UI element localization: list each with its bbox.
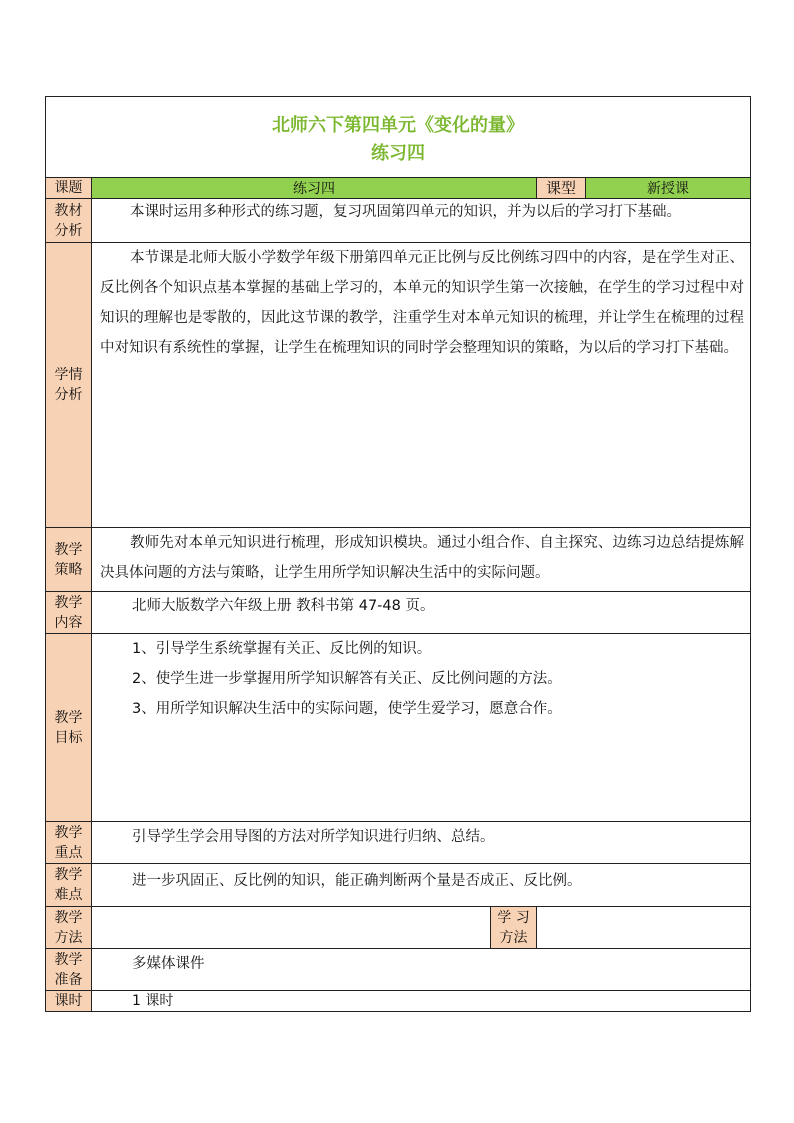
textbook-analysis-text: 本课时运用多种形式的练习题，复习巩固第四单元的知识，并为以后的学习打下基础。: [130, 204, 681, 220]
content-label: 教学 内容: [46, 592, 92, 634]
learning-analysis-text: 本节课是北师大版小学数学年级下册第四单元正比例与反比例练习四中的内容，是在学生对正、反比例各个知识点基本掌握的基础上学习的，本单元的知识学生第一次接触，在学生的学习过程中对知识的理解也是零散的，因此这节课的教学，注重学生对本单元知识的梳理，并让学生在梳理的过程中对知识有系统性的掌握，让学生在梳理知识的同时学会整理知识的策略，为以后的学习打下基础。: [100, 250, 745, 356]
title-row: [46, 97, 751, 178]
difficulties-row: [46, 864, 751, 907]
textbook-analysis-cell: [92, 199, 751, 243]
difficulties-label: 教学 难点: [46, 864, 92, 907]
strategy-label: 教学 策略: [46, 528, 92, 592]
learning-analysis-row: [46, 243, 751, 528]
difficulties-text: 进一步巩固正、反比例的知识，能正确判断两个量是否成正、反比例。: [132, 873, 582, 889]
document-title: 北师六下第四单元《变化的量》: [272, 115, 525, 136]
textbook-analysis-row: [46, 199, 751, 243]
goals-label: 教学 目标: [46, 634, 92, 822]
content-row: [46, 592, 751, 634]
key-points-label: 教学 重点: [46, 822, 92, 864]
topic-row: [46, 178, 751, 199]
goal-item: 1、引导学生系统掌握有关正、反比例的知识。: [132, 641, 432, 657]
strategy-text: 教师先对本单元知识进行梳理，形成知识模块。通过小组合作、自主探究、边练习边总结提炼解决具体问题的方法与策略，让学生用所学知识解决生活中的实际问题。: [100, 535, 745, 581]
topic-value: 练习四: [92, 178, 537, 199]
document-subtitle: 练习四: [371, 143, 426, 164]
hours-row: [46, 991, 751, 1012]
content-text: 北师大版数学六年级上册 教科书第 47-48 页。: [132, 598, 435, 614]
study-method-label: 学 习 方法: [491, 907, 537, 949]
hours-text: 1 课时: [132, 993, 174, 1009]
strategy-cell: [92, 528, 751, 592]
goal-item: 3、用所学知识解决生活中的实际问题，使学生爱学习，愿意合作。: [132, 701, 562, 717]
goals-cell: [92, 634, 751, 822]
learning-analysis-cell: [92, 243, 751, 528]
topic-label: 课题: [46, 178, 92, 199]
type-value: 新授课: [586, 178, 751, 199]
lesson-plan-table: [45, 96, 751, 1012]
teaching-method-label: 教学 方法: [46, 907, 92, 949]
difficulties-cell: [92, 864, 751, 907]
title-cell: [46, 97, 751, 178]
key-points-text: 引导学生学会用导图的方法对所学知识进行归纳、总结。: [132, 829, 495, 845]
key-points-cell: [92, 822, 751, 864]
goal-item: 2、使学生进一步掌握用所学知识解答有关正、反比例问题的方法。: [132, 671, 562, 687]
preparation-cell: [92, 949, 751, 991]
preparation-row: [46, 949, 751, 991]
methods-row: [46, 907, 751, 949]
key-points-row: [46, 822, 751, 864]
lesson-plan-sheet: [45, 96, 750, 1012]
preparation-label: 教学 准备: [46, 949, 92, 991]
goals-row: [46, 634, 751, 822]
hours-label: 课时: [46, 991, 92, 1012]
strategy-row: [46, 528, 751, 592]
teaching-method-value: [92, 907, 491, 949]
hours-cell: [92, 991, 751, 1012]
learning-analysis-label: 学情 分析: [46, 243, 92, 528]
content-cell: [92, 592, 751, 634]
study-method-value: [537, 907, 751, 949]
type-label: 课型: [537, 178, 586, 199]
preparation-text: 多媒体课件: [132, 956, 205, 972]
textbook-analysis-label: 教材 分析: [46, 199, 92, 243]
